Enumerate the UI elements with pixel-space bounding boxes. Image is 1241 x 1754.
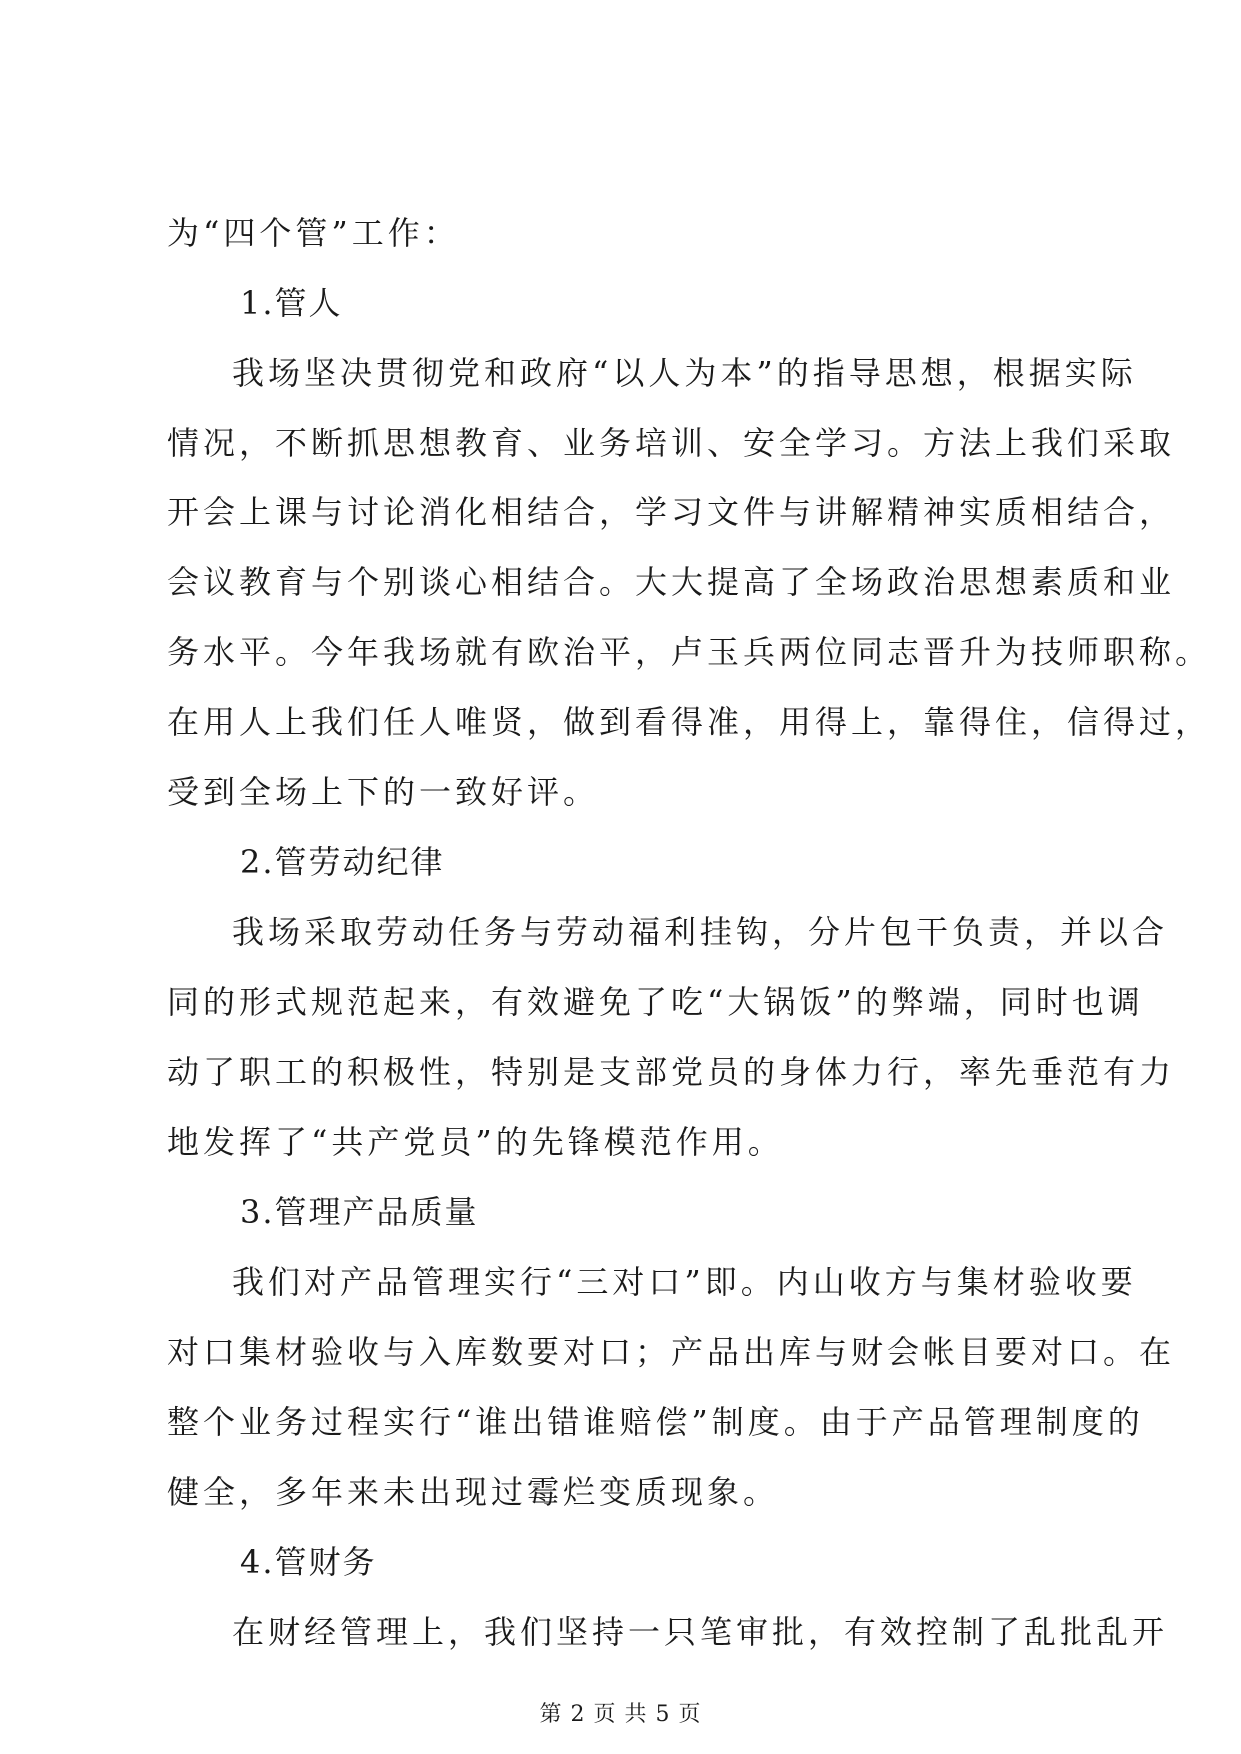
text-line: 会议教育与个别谈心相结合。大大提高了全场政治思想素质和业 bbox=[167, 563, 1176, 601]
section-heading: 1.管人 bbox=[240, 284, 343, 322]
text-line: 对口集材验收与入库数要对口；产品出库与财会帐目要对口。在 bbox=[167, 1333, 1176, 1371]
text-line: 我场坚决贯彻党和政府“以人为本”的指导思想，根据实际 bbox=[232, 354, 1137, 392]
text-line: 务水平。今年我场就有欧治平，卢玉兵两位同志晋升为技师职称。 bbox=[167, 633, 1212, 671]
text-line: 健全，多年来未出现过霉烂变质现象。 bbox=[167, 1473, 780, 1511]
section-heading: 3.管理产品质量 bbox=[240, 1193, 479, 1231]
section-heading: 2.管劳动纪律 bbox=[240, 843, 445, 881]
text-line: 动了职工的积极性，特别是支部党员的身体力行，率先垂范有力 bbox=[167, 1053, 1176, 1091]
text-line: 整个业务过程实行“谁出错谁赔偿”制度。由于产品管理制度的 bbox=[167, 1403, 1144, 1441]
text-line: 开会上课与讨论消化相结合，学习文件与讲解精神实质相结合， bbox=[167, 493, 1176, 531]
section-heading: 4.管财务 bbox=[240, 1543, 377, 1581]
text-line: 在用人上我们任人唯贤，做到看得准，用得上，靠得住，信得过， bbox=[167, 703, 1212, 741]
text-line: 受到全场上下的一致好评。 bbox=[167, 773, 600, 811]
text-line: 地发挥了“共产党员”的先锋模范作用。 bbox=[167, 1123, 784, 1161]
text-line: 在财经管理上，我们坚持一只笔审批，有效控制了乱批乱开 bbox=[232, 1613, 1169, 1651]
page-footer: 第 2 页 共 5 页 bbox=[539, 1702, 702, 1727]
text-line: 为“四个管”工作： bbox=[167, 214, 460, 252]
text-line: 同的形式规范起来，有效避免了吃“大锅饭”的弊端，同时也调 bbox=[167, 983, 1144, 1021]
text-line: 我场采取劳动任务与劳动福利挂钩，分片包干负责，并以合 bbox=[232, 913, 1169, 951]
text-line: 我们对产品管理实行“三对口”即。内山收方与集材验收要 bbox=[232, 1263, 1137, 1301]
text-line: 情况，不断抓思想教育、业务培训、安全学习。方法上我们采取 bbox=[167, 424, 1176, 462]
